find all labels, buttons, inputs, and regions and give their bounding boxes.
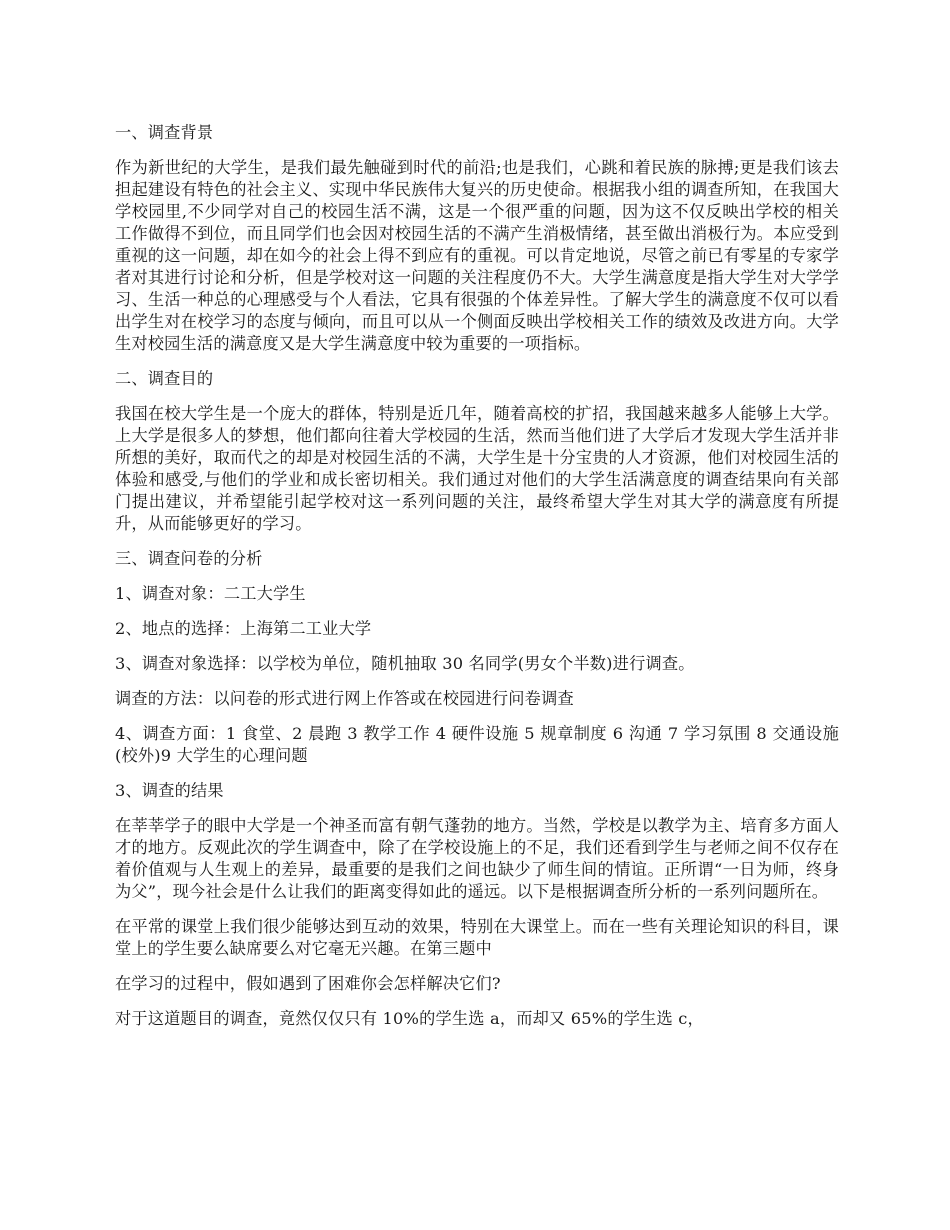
question-line: 在学习的过程中，假如遇到了困难你会怎样解决它们? [115,974,501,993]
document-page [115,122,839,1043]
section-heading-purpose: 二、调查目的 [115,369,214,388]
paragraph-results: 在莘莘学子的眼中大学是一个神圣而富有朝气蓬勃的地方。当然，学校是以教学为主、培育多方面人才的地方。反观此次的学生调查中，除了在学校设施上的不足，我们还看到学生与老师之间不仅存在着价值观与人生观上的差异，最重要的是我们之间也缺少了师生间的情谊。正所谓“一日为师，终身为父”，现今社会是什么让我们的距离变得如此的遥远。以下是根据调查所分析的一系列问题所在。 [115,816,839,901]
list-item-subject: 1、调查对象：二工大学生 [115,584,306,603]
list-item-location: 2、地点的选择：上海第二工业大学 [115,619,372,638]
paragraph-background: 作为新世纪的大学生，是我们最先触碰到时代的前沿;也是我们，心跳和着民族的脉搏;更是我们该去担起建设有特色的社会主义、实现中华民族伟大复兴的历史使命。根据我小组的调查所知，在我国大学校园里,不少同学对自己的校园生活不满，这是一个很严重的问题，因为这不仅反映出学校的相关工作做得不到位，而且同学们也会因对校园生活的不满产生消极情绪，甚至做出消极行为。本应受到重视的这一问题，却在如今的社会上得不到应有的重视。可以肯定地说，尽管之前已有零星的专家学者对其进行讨论和分析，但是学校对这一问题的关注程度仍不大。大学生满意度是指大学生对大学学习、生活一种总的心理感受与个人看法，它具有很强的个体差异性。了解大学生的满意度不仅可以看出学生对在校学习的态度与倾向，而且可以从一个侧面反映出学校相关工作的绩效及改进方向。大学生对校园生活的满意度又是大学生满意度中较为重要的一项指标。 [115,158,839,353]
list-item-sampling: 3、调查对象选择：以学校为单位，随机抽取 30 名同学(男女个半数)进行调查。 [115,654,695,673]
section-heading-analysis: 三、调查问卷的分析 [115,549,263,568]
section-heading-background: 一、调查背景 [115,123,214,142]
list-item-method: 调查的方法：以问卷的形式进行网上作答或在校园进行问卷调查 [115,689,574,708]
survey-result-line: 对于这道题目的调查，竟然仅仅只有 10%的学生选 a，而却又 65%的学生选 c， [115,1009,704,1028]
section-heading-results: 3、调查的结果 [115,781,224,800]
paragraph-purpose: 我国在校大学生是一个庞大的群体，特别是近几年，随着高校的扩招，我国越来越多人能够上大学。上大学是很多人的梦想，他们都向往着大学校园的生活，然而当他们进了大学后才发现大学生活并非所想的美好，取而代之的却是对校园生活的不满，大学生是十分宝贵的人才资源，他们对校园生活的体验和感受,与他们的学业和成长密切相关。我们通过对他们的大学生活满意度的调查结果向有关部门提出建议，并希望能引起学校对这一系列问题的关注，最终希望大学生对其大学的满意度有所提升，从而能够更好的学习。 [115,404,839,533]
paragraph-classroom: 在平常的课堂上我们很少能够达到互动的效果，特别在大课堂上。而在一些有关理论知识的科目，课堂上的学生要么缺席要么对它毫无兴趣。在第三题中 [115,917,839,958]
list-item-aspects: 4、调查方面：1 食堂、2 晨跑 3 教学工作 4 硬件设施 5 规章制度 6 沟通 7 学习氛围 8 交通设施(校外)9 大学生的心理问题 [115,724,839,765]
